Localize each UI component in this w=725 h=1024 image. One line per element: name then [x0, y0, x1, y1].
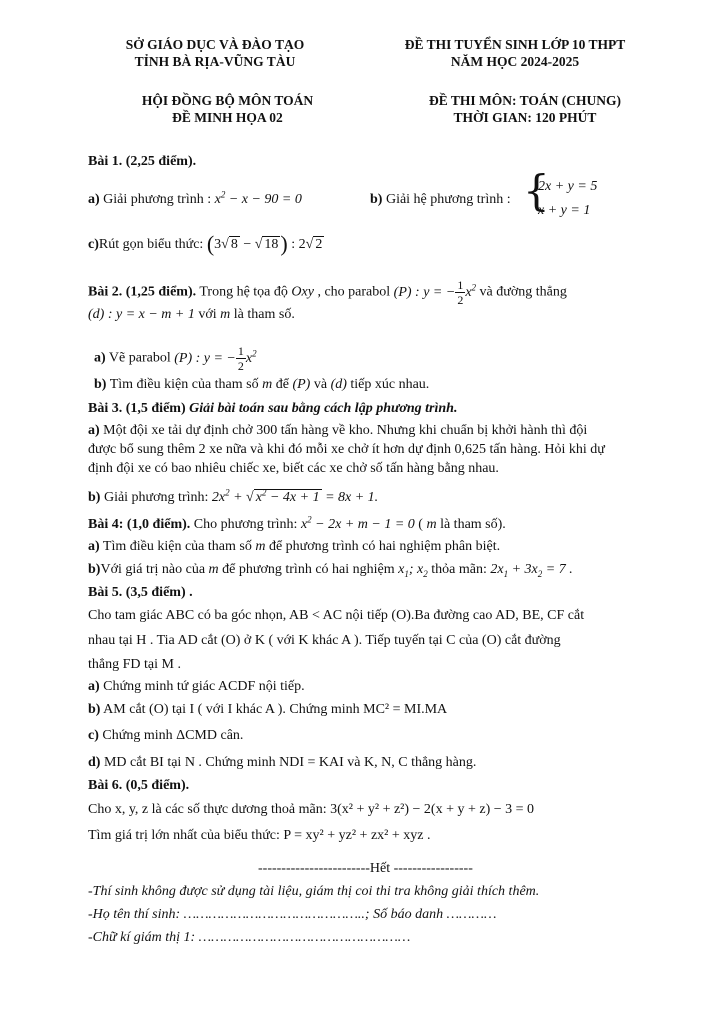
bai2-intro: Trong hệ tọa độ: [196, 284, 292, 300]
bai1-b-eq1: 2x + y = 5: [538, 179, 598, 194]
bai4-param: là tham số).: [436, 517, 506, 532]
bai1-c: [88, 231, 324, 256]
bai3-subtitle: Giải bài toán sau bằng cách lập phương trình.: [185, 401, 458, 416]
bai4-m: m: [426, 517, 437, 532]
bai3-a-text1: Một đội xe tải dự định chở 300 tấn hàng về kho. Nhưng khi chuẩn bị khởi hành thì đội: [99, 423, 588, 438]
bai5-a-text: Chứng minh tứ giác ACDF nội tiếp.: [99, 679, 305, 694]
bai3-title: Bài 3. (1,5 điểm): [88, 401, 186, 416]
bai4-b-text: Với giá trị nào của: [100, 562, 209, 577]
footer-note3: -Chữ kí giám thị 1: ……………………………………………: [88, 930, 411, 945]
bai1-b-label: b): [370, 192, 383, 207]
header-right-line1: ĐỀ THI TUYỂN SINH LỚP 10 THPT: [404, 37, 626, 52]
bai1-c-text: Rút gọn biểu thức:: [98, 237, 204, 252]
bai2-and: và đường thẳng: [476, 284, 567, 300]
bai3-a-line3: định đội xe có bao nhiêu chiếc xe, biết các xe chở số tấn hàng bằng nhau.: [88, 461, 499, 476]
bai3-title-line: [88, 400, 457, 417]
bai2-b-label: b): [94, 377, 107, 392]
bai2-oxy: Oxy: [291, 284, 314, 300]
bai1-b-eq2: x + y = 1: [538, 203, 591, 218]
bai5-d-text: MD cắt BI tại N . Chứng minh NDI = KAI và K, N, C thẳng hàng.: [100, 755, 477, 770]
bai4-a-text: Tìm điều kiện của tham số: [99, 539, 256, 554]
bai1-a-label: a): [88, 192, 100, 207]
bai1-b-brace: {: [523, 166, 550, 215]
bai1-a: [88, 191, 302, 208]
bai2-b-p: (P): [292, 377, 311, 392]
bai3-b-equation: $2x^2$ + √ $x^2 - 4x + 1 = 8x + 1$.: [211, 487, 379, 505]
header-left-line1: SỞ GIÁO DỤC VÀ ĐÀO TẠO: [125, 37, 305, 52]
bai6-line2: Tìm giá trị lớn nhất của biểu thức: P = xy² + yz² + zx² + xyz .: [88, 828, 431, 843]
bai2-b-and: và: [310, 377, 331, 392]
footer-end: ------------------------Hết -----------------: [258, 861, 473, 876]
bai5-title: Bài 5. (3,5 điểm) .: [88, 585, 193, 600]
bai4-title: Bài 4: (1,0 điểm).: [88, 517, 191, 532]
header-right-line4: THỜI GIAN: 120 PHÚT: [453, 110, 597, 125]
bai5-b: [88, 701, 447, 718]
bai2-b-end: tiếp xúc nhau.: [346, 377, 430, 392]
bai1-title: Bài 1. (2,25 điểm).: [88, 154, 197, 169]
bai1-c-expr: (3√ 8 − √ 18) : 2√ 2: [206, 231, 323, 256]
header-right-line3: ĐỀ THI MÔN: TOÁN (CHUNG): [428, 93, 621, 108]
bai6-line1: Cho x, y, z là các số thực dương thoả mãn: 3(x² + y² + z²) − 2(x + y + z) − 3 = 0: [88, 802, 535, 817]
bai4-b-condition: $2x_1 + 3x_2 = 7$ .: [490, 562, 573, 579]
bai5-b-text: AM cắt (O) tại I ( với I khác A ). Chứng minh MC² = MI.MA: [100, 702, 448, 717]
bai5-line2: nhau tại H . Tia AD cắt (O) ở K ( với K khác A ). Tiếp tuyến tại C của (O) cắt đường: [88, 633, 561, 648]
bai2-b-text: Tìm điều kiện của tham số: [106, 377, 263, 392]
bai4-a: [88, 538, 500, 555]
bai6-title: Bài 6. (0,5 điểm).: [88, 778, 190, 793]
bai4-b-text2: để phương trình có hai nghiệm: [218, 562, 399, 577]
bai1-a-text: Giải phương trình :: [99, 192, 212, 207]
bai2-m: m: [220, 307, 231, 322]
bai2-b-m: m: [262, 377, 273, 392]
bai1-b-text: Giải hệ phương trình :: [382, 192, 511, 207]
bai2-b-d: (d): [330, 377, 347, 392]
footer-note1: -Thí sinh không được sử dụng tài liệu, giám thị coi thi tra không giải thích thêm.: [88, 884, 540, 899]
header-left-line2: TỈNH BÀ RỊA-VŨNG TÀU: [134, 54, 296, 69]
header-left-line3: HỘI ĐỒNG BỘ MÔN TOÁN: [141, 93, 314, 108]
bai4-a-text2: để phương trình có hai nghiệm phân biệt.: [265, 539, 501, 554]
bai5-d: [88, 754, 476, 771]
bai2-a-label: a): [94, 350, 106, 366]
bai2-with: với: [194, 307, 221, 322]
bai2-param: là tham số.: [230, 307, 295, 322]
bai2-parabol: (P) : y = − $\frac{1}{2}$ $x^2$: [393, 278, 477, 307]
bai4-b-roots: $x_1$; $x_2$: [398, 562, 428, 579]
bai5-c: [88, 727, 243, 744]
header-right-line2: NĂM HỌC 2024-2025: [450, 54, 580, 69]
bai2-intro2: , cho parabol: [313, 284, 394, 300]
bai2-a: [94, 344, 257, 373]
bai2-line1: [88, 278, 567, 307]
bai3-a-line1: [88, 422, 587, 439]
bai3-b: [88, 489, 378, 506]
bai5-d-label: d): [88, 755, 101, 770]
bai1-a-equation: $x^2 - x - 90 = 0$: [214, 189, 302, 207]
bai3-b-label: b): [88, 490, 101, 505]
bai5-b-label: b): [88, 702, 101, 717]
bai2-a-text: Vẽ parabol: [105, 350, 175, 366]
bai5-line1: Cho tam giác ABC có ba góc nhọn, AB < AC nội tiếp (O).Ba đường cao AD, BE, CF cắt: [88, 608, 585, 623]
bai2-b: [94, 376, 429, 393]
bai4-b-m: m: [208, 562, 219, 577]
bai2-title: Bài 2. (1,25 điểm).: [88, 284, 197, 300]
bai5-a-label: a): [88, 679, 100, 694]
bai4-a-m: m: [255, 539, 266, 554]
bai3-a-line2: được bổ sung thêm 2 xe nữa và khi đó mỗi xe chở ít hơn dự định 0,625 tấn hàng. Hỏi khi dự: [88, 442, 605, 457]
bai5-a: [88, 678, 305, 695]
bai1-b: [370, 191, 511, 208]
bai4-equation: $x^2 - 2x + m - 1 = 0$: [300, 514, 415, 532]
bai2-a-parabol: (P) : y = − $\frac{1}{2}$ $x^2$: [174, 344, 257, 373]
bai4-title-line: Bài 4: (1,0 điểm). Cho phương trình: $x^2 - 2x + m - 1 = 0$ ( m là tham số).: [88, 514, 506, 532]
footer-note2: -Họ tên thí sinh: ……………………………………..; Số báo danh …………: [88, 907, 497, 922]
bai4-a-label: a): [88, 539, 100, 554]
bai5-c-text: Chứng minh ΔCMD cân.: [98, 728, 244, 743]
bai4-b-text3: thỏa mãn:: [427, 562, 491, 577]
bai4-b: [88, 561, 573, 578]
bai2-b-text2: để: [272, 377, 293, 392]
bai2-d-def: (d) : y = x − m + 1: [88, 307, 195, 322]
bai4-b-label: b): [88, 562, 101, 577]
bai4-intro: Cho phương trình:: [190, 517, 301, 532]
bai3-a-label: a): [88, 423, 100, 438]
bai3-b-text: Giải phương trình:: [100, 490, 212, 505]
bai5-line3: thẳng FD tại M .: [88, 657, 181, 672]
header-left-line4: ĐỀ MINH HỌA 02: [172, 110, 283, 125]
bai1-c-label: c): [88, 237, 99, 252]
bai5-c-label: c): [88, 728, 99, 743]
bai2-line2: [88, 306, 295, 323]
